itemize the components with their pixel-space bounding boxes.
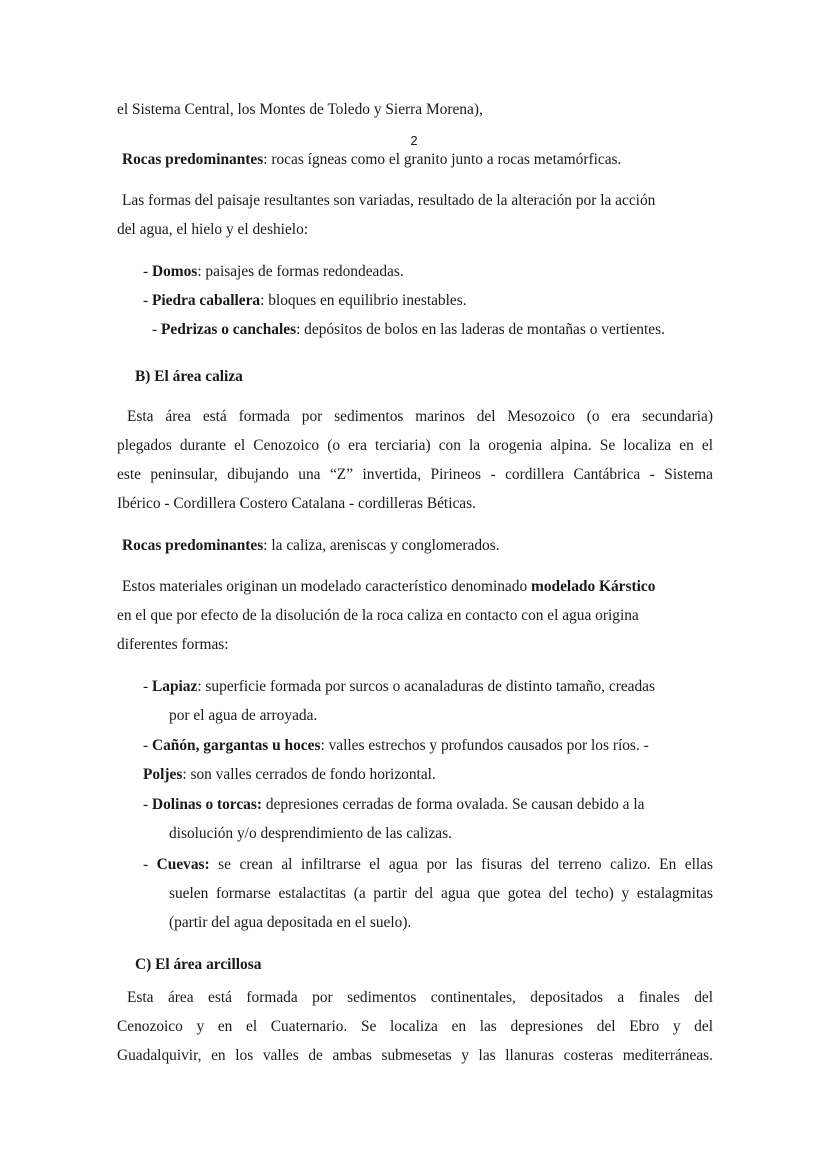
list-item-domos: - Domos: paisajes de formas redondeadas.	[143, 263, 404, 280]
modelado-line-2: en el que por efecto de la disolución de la roca caliza en contacto con el agua origina	[117, 607, 639, 624]
rocas-predominantes-2	[122, 536, 500, 556]
caliza-para-line: plegados durante el Cenozoico (o era terciaria) con la orogenia alpina. Se localiza en el	[117, 437, 713, 454]
list-item-pedrizas: - Pedrizas o canchales: depósitos de bolos en las laderas de montañas o vertientes.	[152, 321, 665, 338]
term: Cañón, gargantas u hoces	[151, 737, 321, 754]
formas-line-1: Las formas del paisaje resultantes son variadas, resultado de la alteración por la acción	[122, 192, 656, 209]
term: Cuevas:	[156, 856, 210, 873]
list-item-cuevas-cont: suelen formarse estalactitas (a partir del agua que gotea del techo) y estalagmitas	[169, 885, 713, 902]
arcillosa-para-line: Cenozoico y en el Cuaternario. Se localiza en las depresiones del Ebro y del	[117, 1018, 713, 1035]
modelado-line-3: diferentes formas:	[117, 636, 229, 653]
modelado-line-1: Estos materiales originan un modelado característico denominado modelado Kárstico	[122, 578, 656, 595]
arcillosa-para-line: Guadalquivir, en los valles de ambas submesetas y las llanuras costeras mediterráneas.	[117, 1047, 713, 1064]
intro-line: el Sistema Central, los Montes de Toledo y Sierra Morena),	[117, 101, 483, 118]
heading-area-caliza: B) El área caliza	[135, 368, 243, 385]
list-item-dolinas-cont: disolución y/o desprendimiento de las calizas.	[169, 825, 452, 842]
term: Pedrizas o canchales	[160, 321, 297, 338]
caliza-para-line: este peninsular, dibujando una “Z” invertida, Pirineos - cordillera Cantábrica - Sistema	[117, 466, 713, 483]
page-number: 2	[410, 133, 418, 148]
list-item-lapiaz: - Lapiaz: superficie formada por surcos o acanaladuras de distinto tamaño, creadas	[143, 678, 656, 695]
heading-area-arcillosa: C) El área arcillosa	[135, 956, 262, 973]
rocas-text: : la caliza, areniscas y conglomerados.	[263, 537, 500, 554]
arcillosa-para-line: Esta área está formada por sedimentos continentales, depositados a finales del	[127, 989, 713, 1006]
list-item-canon: - Cañón, gargantas u hoces: valles estrechos y profundos causados por los ríos. -	[143, 737, 649, 754]
caliza-para-line: Ibérico - Cordillera Costero Catalana - cordilleras Béticas.	[117, 495, 476, 512]
list-item-lapiaz-cont: por el agua de arroyada.	[169, 707, 318, 724]
list-item-poljes: Poljes: son valles cerrados de fondo horizontal.	[143, 766, 436, 783]
list-item-dolinas: - Dolinas o torcas: depresiones cerradas de forma ovalada. Se causan debido a la	[143, 796, 645, 813]
rocas-label: Rocas predominantes	[122, 537, 264, 554]
list-item-piedra-caballera: - Piedra caballera: bloques en equilibrio inestables.	[143, 292, 467, 309]
term: Lapiaz	[151, 678, 198, 695]
list-item-cuevas-cont: (partir del agua depositada en el suelo).	[169, 914, 412, 931]
term: Dolinas o torcas:	[151, 796, 262, 813]
formas-line-2: del agua, el hielo y el deshielo:	[117, 221, 309, 238]
rocas-label: Rocas predominantes	[122, 151, 264, 168]
caliza-para-line: Esta área está formada por sedimentos marinos del Mesozoico (o era secundaria)	[127, 408, 713, 425]
modelado-karstico: modelado Kárstico	[531, 578, 656, 595]
rocas-text: : rocas ígneas como el granito junto a rocas metamórficas.	[263, 151, 622, 168]
term: Poljes	[143, 766, 183, 783]
term: Domos	[151, 263, 198, 280]
term: Piedra caballera	[151, 292, 261, 309]
rocas-predominantes-1	[122, 150, 621, 170]
list-item-cuevas: - Cuevas: se crean al infiltrarse el agua por las fisuras del terreno calizo. En ellas	[143, 856, 713, 873]
